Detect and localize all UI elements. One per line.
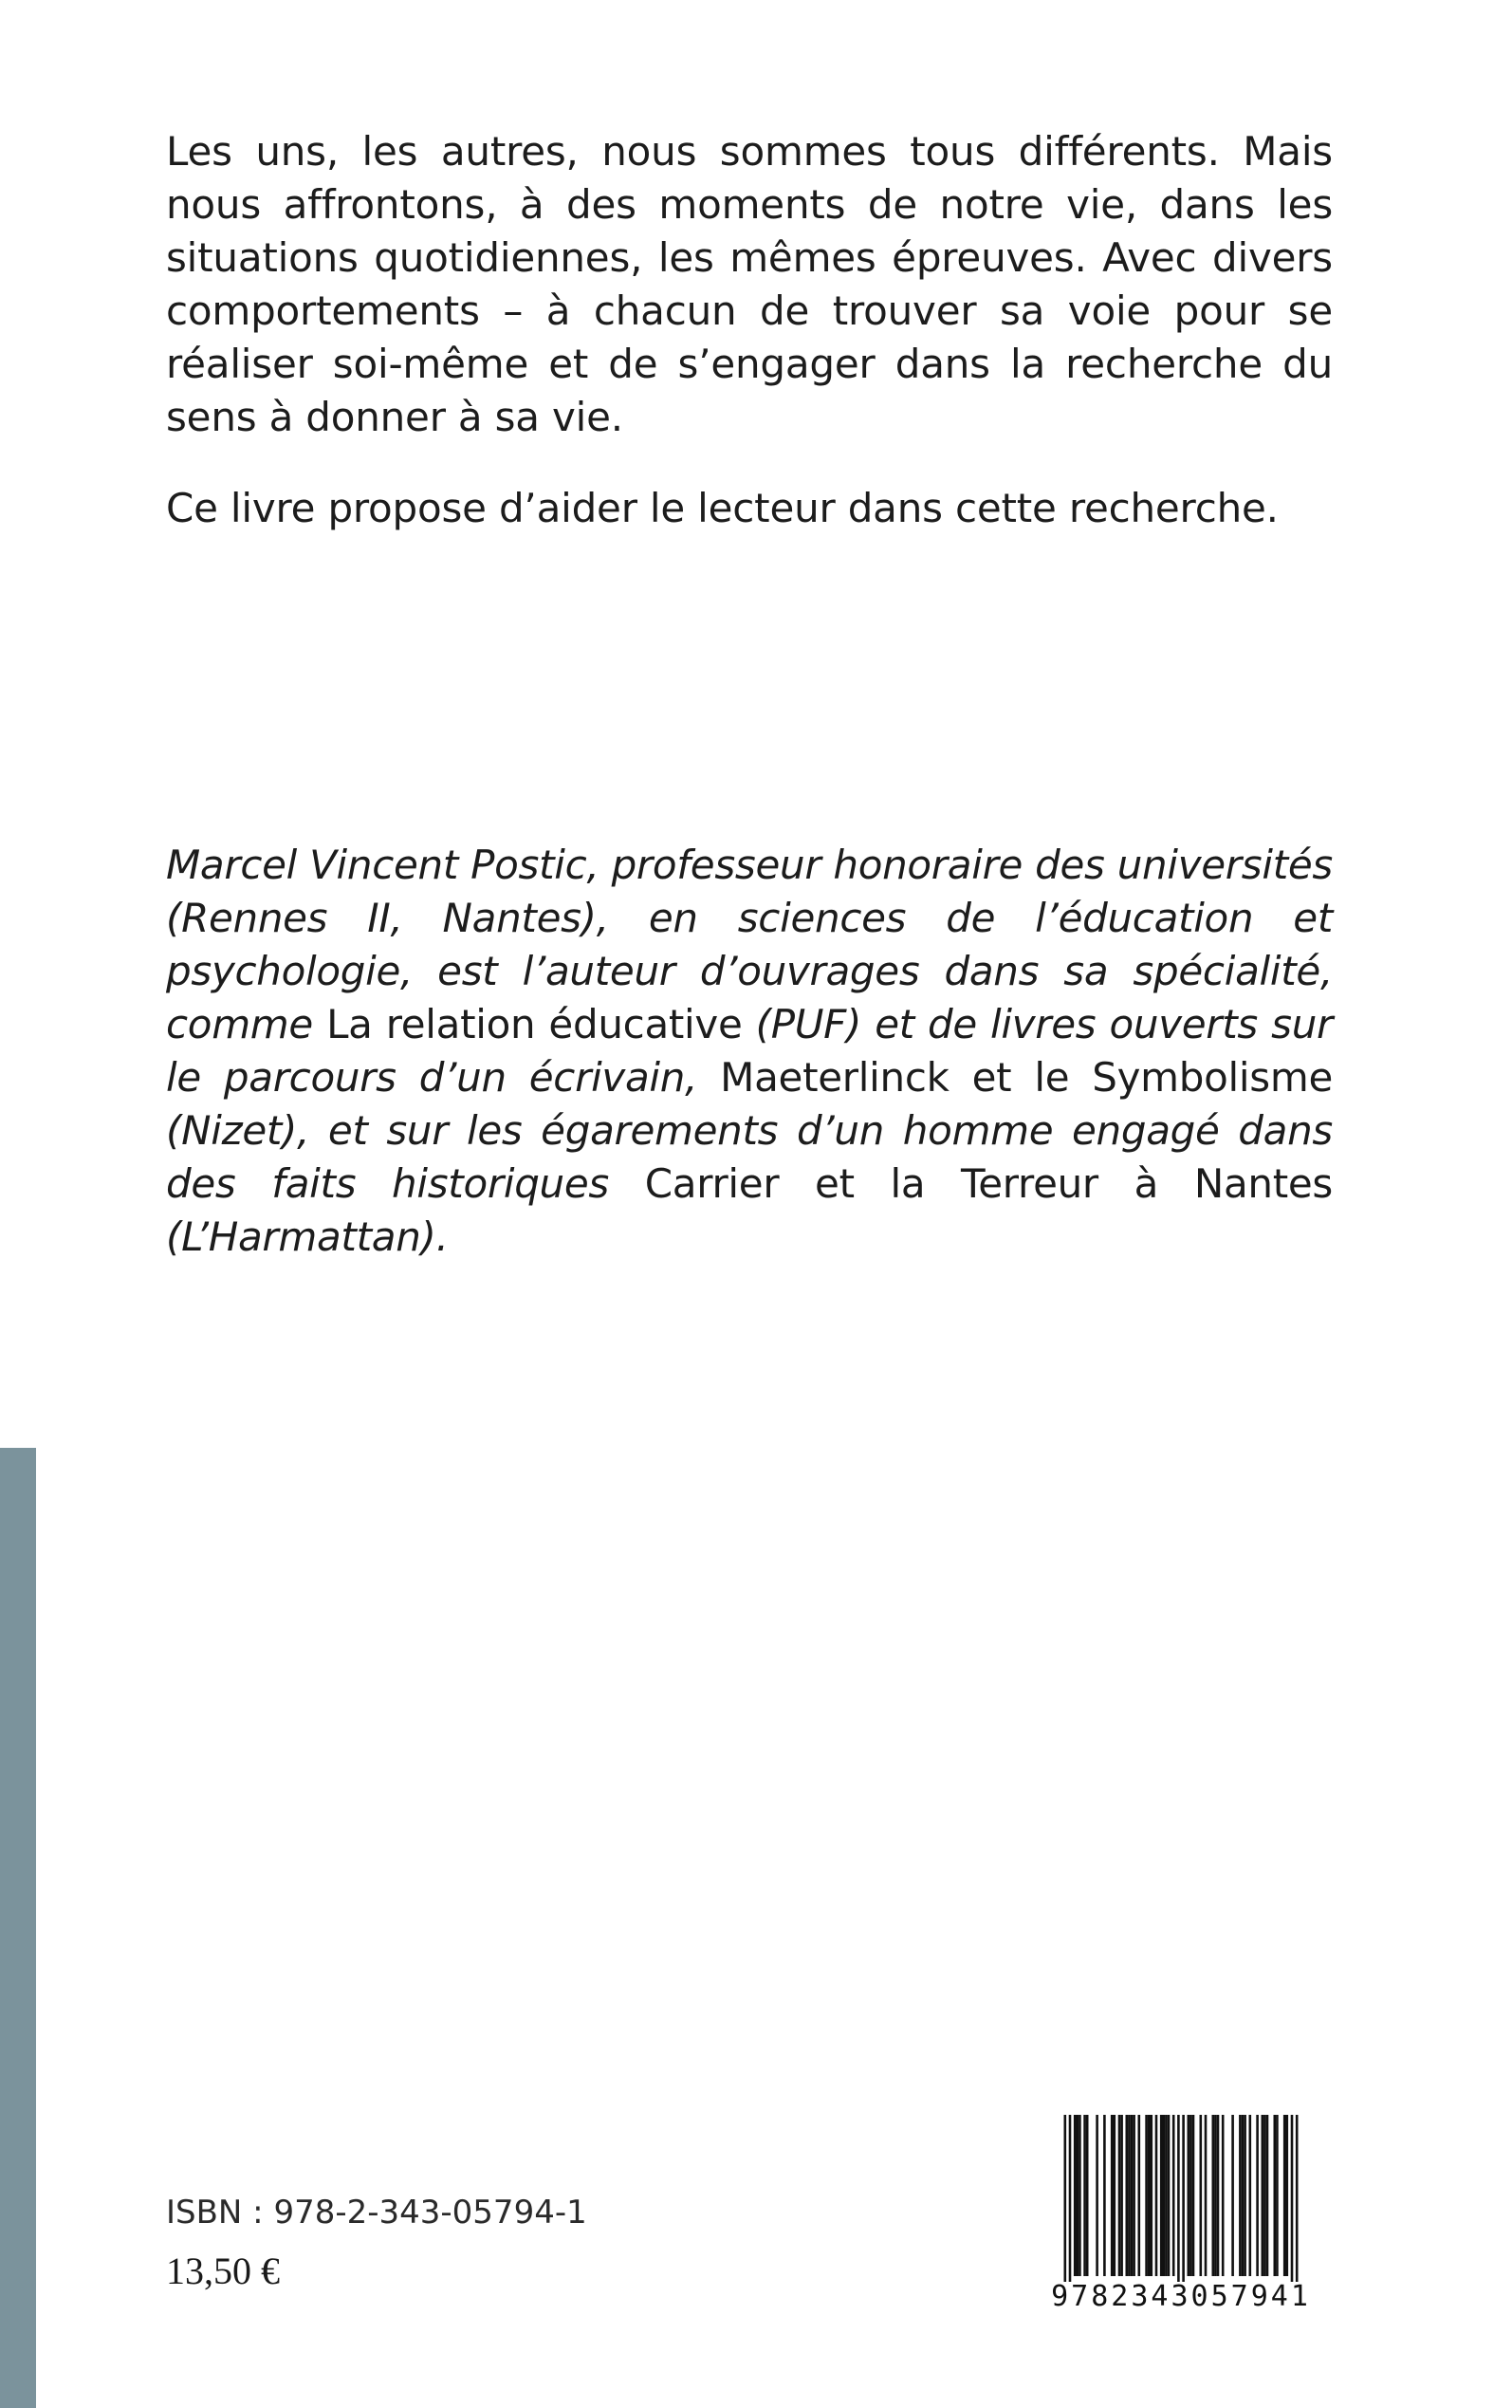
barcode-bar <box>1212 2115 1215 2276</box>
barcode-bar <box>1155 2115 1158 2276</box>
barcode-bar <box>1086 2115 1089 2276</box>
barcode-bar <box>1274 2115 1277 2276</box>
tagline-paragraph: Ce livre propose d’aider le lecteur dans cette recherche. <box>166 485 1279 531</box>
barcode-bar <box>1291 2115 1294 2282</box>
barcode-bar <box>1283 2115 1286 2276</box>
barcode-bar <box>1177 2115 1180 2282</box>
barcode-bar <box>1286 2115 1289 2276</box>
barcode-bar <box>1151 2115 1153 2276</box>
author-name: Marcel Vincent Postic <box>166 842 587 888</box>
book-title-2: Maeterlinck et le Symbolisme <box>720 1054 1333 1101</box>
barcode-bar <box>1231 2115 1234 2276</box>
barcode-bar <box>1205 2115 1208 2276</box>
barcode-bar <box>1256 2115 1259 2276</box>
barcode-bar <box>1074 2115 1077 2276</box>
spine-color-band <box>0 1448 36 2408</box>
book-title-3: Carrier et la Terreur à Nantes <box>644 1160 1334 1207</box>
barcode-bar <box>1244 2115 1246 2276</box>
barcode-bar <box>1163 2115 1166 2276</box>
barcode-bars <box>1043 2111 1318 2282</box>
barcode-bar <box>1189 2115 1192 2276</box>
barcode-bar <box>1188 2115 1190 2276</box>
barcode-bar <box>1214 2115 1217 2276</box>
barcode-bar <box>1096 2115 1098 2276</box>
barcode-bar <box>1165 2115 1168 2276</box>
barcode-bar <box>1133 2115 1135 2276</box>
bio-text-1: , professeur honoraire des universités (Rennes II, Nantes), en sciences de l’éducation et psychologie, est l’auteur d’ouvrages dans sa spécialité, comme <box>166 842 1334 1047</box>
blurb-paragraph: Les uns, les autres, nous sommes tous différents. Mais nous affrontons, à des moments de notre vie, dans les situations quotidiennes, les mêmes épreuves. Avec divers comportements – à chacun de trouver sa voie pour se réaliser soi-même et de s’engager dans la recherche du sens à donner à sa vie. <box>166 128 1333 440</box>
barcode-bar <box>1064 2115 1067 2282</box>
barcode-bar <box>1192 2115 1195 2276</box>
barcode-bar <box>1172 2115 1175 2276</box>
barcode-bar <box>1138 2115 1141 2276</box>
barcode-bar <box>1217 2115 1220 2276</box>
bio-text-3: (Nizet), et sur les égarements d’un homme engagé dans des faits historiques <box>166 1107 1333 1207</box>
barcode-bar <box>1276 2115 1279 2276</box>
barcode-bar <box>1118 2115 1121 2276</box>
barcode-bar <box>1222 2115 1225 2276</box>
bio-text-4: (L’Harmattan). <box>166 1213 449 1260</box>
book-title-1: La relation éducative <box>326 1001 743 1047</box>
barcode-bar <box>1145 2115 1148 2276</box>
barcode-bar <box>1103 2115 1106 2276</box>
barcode-bar <box>1077 2115 1079 2276</box>
isbn-label: ISBN : 978-2-343-05794-1 <box>166 2194 587 2232</box>
barcode-bar <box>1296 2115 1299 2282</box>
barcode-bar <box>1128 2115 1131 2276</box>
barcode-bar <box>1263 2115 1266 2276</box>
bio-text-2: (PUF) et de livres ouverts sur le parcours d’un écrivain, <box>166 1001 1333 1101</box>
barcode-bar <box>1079 2115 1081 2276</box>
barcode-bar <box>1249 2115 1252 2276</box>
barcode-bar <box>1266 2115 1269 2276</box>
barcode-bar <box>1114 2115 1116 2276</box>
barcode-bar <box>1131 2115 1134 2276</box>
barcode-bar <box>1200 2115 1203 2276</box>
barcode-bar <box>1069 2115 1072 2282</box>
barcode-bar <box>1239 2115 1242 2276</box>
barcode-bar <box>1242 2115 1245 2276</box>
barcode-bar <box>1182 2115 1185 2282</box>
barcode-bar <box>1160 2115 1163 2276</box>
barcode-digits: 9782343057941 <box>1051 2280 1311 2313</box>
barcode-bar <box>1168 2115 1171 2276</box>
barcode <box>1043 2111 1318 2320</box>
barcode-bar <box>1120 2115 1123 2276</box>
barcode-bar <box>1262 2115 1264 2276</box>
barcode-bar <box>1148 2115 1151 2276</box>
price-label: 13,50 € <box>166 2250 280 2292</box>
barcode-bar <box>1111 2115 1114 2276</box>
barcode-bar <box>1126 2115 1129 2276</box>
barcode-bar <box>1083 2115 1086 2276</box>
author-bio <box>166 839 1333 1264</box>
